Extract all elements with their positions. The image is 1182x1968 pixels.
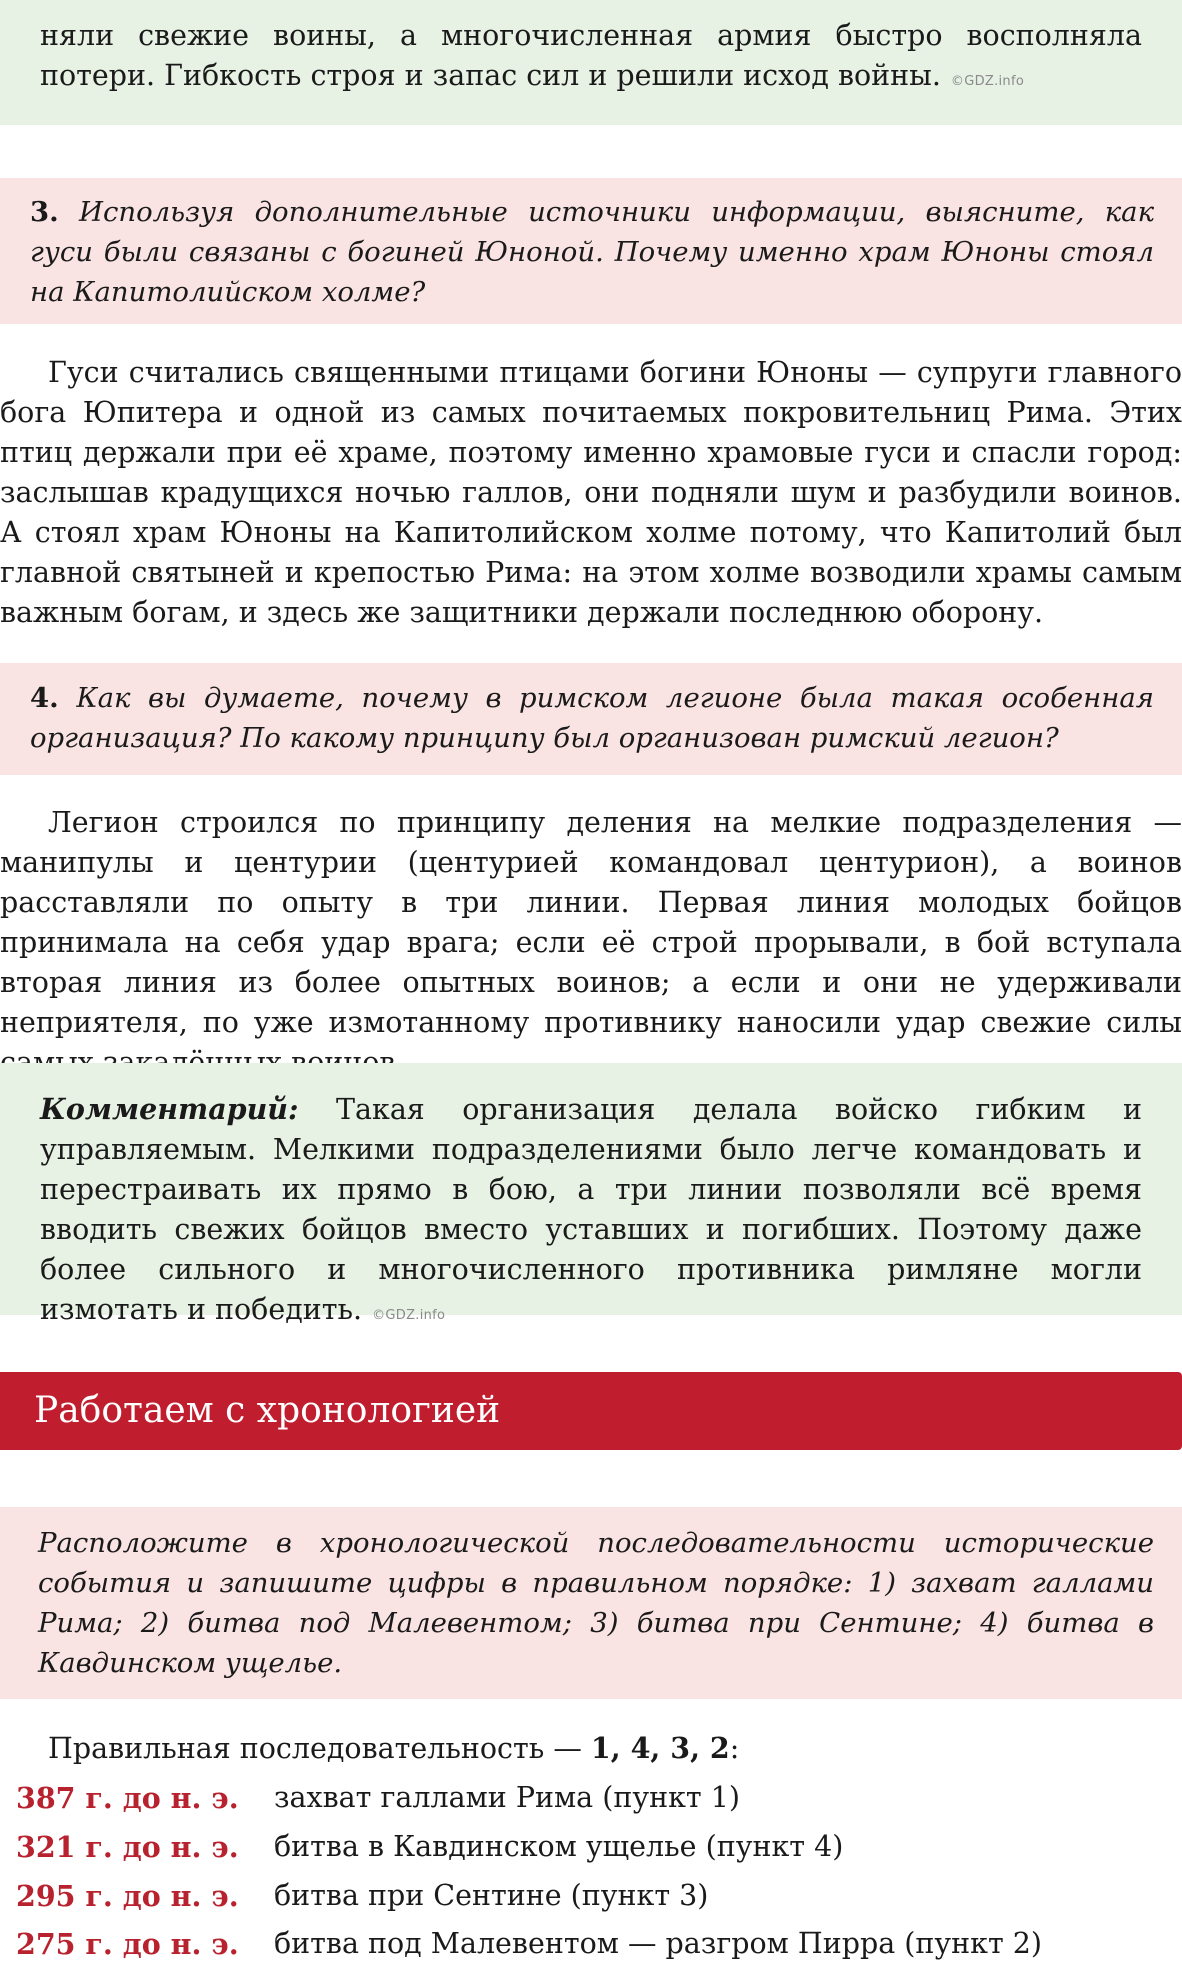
event-text: битва в Кавдинском ущелье (пункт 4) bbox=[274, 1830, 844, 1863]
event-date: 321 г. до н. э. bbox=[16, 1830, 239, 1864]
event-text: захват галлами Рима (пункт 1) bbox=[274, 1781, 740, 1814]
section-header bbox=[0, 1372, 1182, 1450]
watermark: ©GDZ.info bbox=[372, 1308, 446, 1323]
question-3-number: 3. bbox=[30, 196, 59, 228]
event-date: 295 г. до н. э. bbox=[16, 1879, 239, 1913]
question-3-text: Используя дополнительные источники информации, выясните, как гуси были связаны с богиней Юноной. Почему именно храм Юноны стоял на Капитолийском холме? bbox=[30, 196, 1154, 308]
top-answer-body: няли свежие воины, а многочисленная армия быстро восполняла потери. Гибкость строя и запас сил и решили исход войны. bbox=[40, 19, 1142, 92]
question-4 bbox=[0, 678, 1182, 758]
question-3 bbox=[0, 192, 1182, 312]
event-text: битва при Сентине (пункт 3) bbox=[274, 1879, 709, 1912]
event-text: битва под Малевентом — разгром Пирра (пункт 2) bbox=[274, 1927, 1043, 1960]
answer-4-text: Легион строился по принципу деления на мелкие подразделения — манипулы и центурии (центурией командовал центурион), а воинов расставляли по опыту в три линии. Первая линия молодых бойцов принимала на себя удар врага; если её строй прорывали, в бой вступала вторая линия из более опытных воинов; а если и они не удерживали неприятеля, по уже измотанному противнику наносили удар свежие силы bbox=[0, 806, 1182, 1039]
task-text: Расположите в хронологической последовательности исторические события и запишите цифры в правильном порядке: 1) захват галлами Рима; 2) битва под Малевентом; 3) битва при Сентине; 4) битва в Кавдинском ущелье. bbox=[38, 1527, 1154, 1679]
comment bbox=[0, 1089, 1182, 1336]
section-title: Работаем с хронологией bbox=[34, 1390, 501, 1431]
event-date: 275 г. до н. э. bbox=[16, 1927, 239, 1961]
answer-lead-text: Правильная последовательность — bbox=[48, 1732, 591, 1765]
watermark: ©GDZ.info bbox=[950, 74, 1025, 89]
top-answer-text bbox=[0, 16, 1182, 102]
answer-3 bbox=[0, 353, 1182, 633]
answer-3-text: Гуси считались священными птицами богини Юноны — супруги главного бога Юпитера и одной из самых почитаемых покровительниц Рима. Этих птиц держали при её храме, поэтому именно храмовые гуси и спасли город: заслышав крадущихся ночью галлов, они подняли шум и разбудили воинов. А стоял храм Юноны на Капитолийском холме потому, что Капитолий был главной святыней и крепостью Рима: на этом холме возводили храмы самым важным богам, и здесь же защитники держали последнюю оборону. bbox=[0, 356, 1182, 629]
task bbox=[0, 1523, 1182, 1683]
question-4-number: 4. bbox=[30, 682, 59, 714]
comment-text: Такая организация делала войско гибким и управляемым. Мелкими подразделениями было легче командовать и перестраивать их прямо в бою, а три линии позволяли всё время вводить свежих бойцов вместо уставших и погибших. Поэтому даже более сильного и многочисленного противника римляне могли измотать и победить. bbox=[40, 1093, 1142, 1326]
answer-4 bbox=[0, 803, 1182, 1083]
question-4-text: Как вы думаете, почему в римском легионе была такая особенная организация? По какому принципу был организован римский легион? bbox=[30, 682, 1155, 754]
answer-colon: : bbox=[729, 1732, 740, 1765]
event-date: 387 г. до н. э. bbox=[16, 1781, 239, 1815]
answer-sequence: 1, 4, 3, 2 bbox=[590, 1731, 730, 1765]
comment-label: Комментарий: bbox=[40, 1092, 299, 1126]
